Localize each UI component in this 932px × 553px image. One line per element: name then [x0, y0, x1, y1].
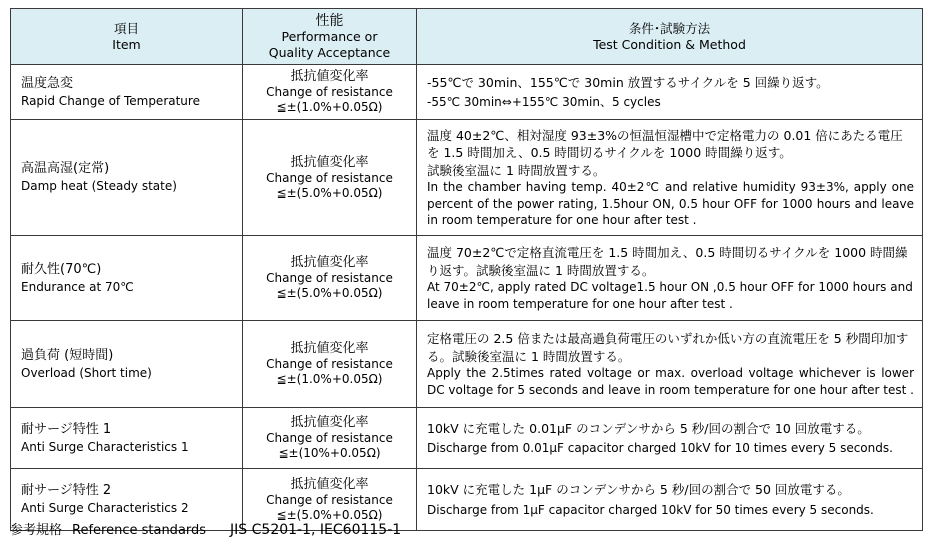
performance-jp: 抵抗値変化率: [290, 154, 369, 170]
table-row: [11, 321, 923, 408]
header-item: [11, 9, 243, 65]
header-row: [11, 9, 923, 65]
table-row: [11, 65, 923, 120]
header-perf-jp: 性能: [315, 12, 344, 29]
performance-value: ≦±(5.0%+0.05Ω): [276, 286, 383, 300]
test-item-en: Anti Surge Characteristics 2: [21, 501, 189, 515]
test-item-en: Anti Surge Characteristics 1: [21, 439, 189, 454]
method-en: In the chamber having temp. 40±2℃ and relative humidity 93±3%, apply one percent of the power rating, 1.5hour ON, 0.5 hour OFF for 1000 hours and leave in room temperature for one hour after test .: [427, 180, 914, 227]
table-row: [11, 408, 923, 469]
reference-standards: [10, 520, 401, 541]
test-item-jp: 温度急変: [21, 75, 74, 91]
reference-standards-value: JIS C5201-1, IEC60115-1: [230, 522, 402, 538]
test-item-cell: [11, 321, 243, 408]
test-item-jp: 過負荷 (短時間): [21, 347, 114, 363]
test-item-en: Rapid Change of Temperature: [21, 93, 200, 108]
header-performance: [243, 9, 417, 65]
method-jp: 10kV に充電した 1μF のコンデンサから 5 秒/回の割合で 50 回放電する。: [427, 482, 850, 497]
test-item-cell: [11, 65, 243, 120]
performance-jp: 抵抗値変化率: [290, 255, 369, 270]
test-item-cell: [11, 120, 243, 236]
test-item-cell: [11, 236, 243, 321]
performance-en: Change of resistance: [266, 170, 393, 185]
header-method-jp: 条件･試験方法: [628, 20, 711, 36]
method-cell: [417, 65, 923, 120]
method-jp-2: 試験後室温に 1 時間放置する。: [427, 162, 606, 178]
header-method-en: Test Condition & Method: [593, 36, 746, 52]
method-jp: 定格電圧の 2.5 倍または最高過負荷電圧のいずれか低い方の直流電圧を 5 秒間印加する。試験後室温に 1 時間放置する。: [427, 331, 909, 364]
test-item-en: Endurance at 70℃: [21, 279, 134, 294]
header-perf-en2: Quality Acceptance: [268, 44, 391, 60]
performance-cell: [243, 236, 417, 321]
method-en: -55℃ 30min⇔+155℃ 30min、5 cycles: [427, 95, 661, 109]
performance-jp: 抵抗値変化率: [290, 476, 369, 492]
reference-label-jp: 参考規格: [10, 523, 63, 538]
reference-label-en: Reference standards: [72, 523, 207, 538]
test-item-jp: 耐サージ特性 1: [21, 421, 112, 437]
performance-en: Change of resistance: [266, 357, 393, 371]
performance-value: ≦±(5.0%+0.05Ω): [276, 185, 383, 200]
header-item-jp: 項目: [113, 20, 139, 36]
method-jp: -55℃で 30min、155℃で 30min 放置するサイクルを 5 回繰り返す。: [427, 74, 829, 90]
method-en: Discharge from 1μF capacitor charged 10kV for 50 times every 5 seconds.: [427, 502, 874, 517]
test-item-jp: 耐サージ特性 2: [21, 483, 112, 498]
header-perf-en1: Performance or: [281, 28, 378, 44]
method-cell: [417, 469, 923, 531]
performance-en: Change of resistance: [266, 85, 393, 99]
method-cell: [417, 321, 923, 408]
performance-value: ≦±(1.0%+0.05Ω): [276, 372, 383, 386]
performance-en: Change of resistance: [266, 492, 393, 507]
performance-cell: [243, 408, 417, 469]
header-method: [417, 9, 923, 65]
performance-en: Change of resistance: [266, 431, 393, 445]
header-item-en: Item: [112, 36, 141, 52]
method-en: Apply the 2.5times rated voltage or max. overload voltage whichever is lower DC voltage for 5 seconds and leave in room temperature for one hour after test .: [427, 366, 914, 397]
method-en: Discharge from 0.01μF capacitor charged 10kV for 10 times every 5 seconds.: [427, 441, 893, 455]
performance-cell: [243, 321, 417, 408]
method-jp: 10kV に充電した 0.01μF のコンデンサから 5 秒/回の割合で 10 回放電する。: [427, 420, 870, 436]
performance-jp: 抵抗値変化率: [290, 69, 369, 84]
test-item-en: Damp heat (Steady state): [21, 179, 177, 193]
method-en: At 70±2℃, apply rated DC voltage1.5 hour ON ,0.5 hour OFF for 1000 hours and leave in room temperature for one hour after test .: [427, 280, 913, 311]
performance-value: ≦±(10%+0.05Ω): [278, 446, 381, 460]
performance-value: ≦±(1.0%+0.05Ω): [276, 100, 383, 114]
test-item-cell: [11, 408, 243, 469]
test-item-en: Overload (Short time): [21, 365, 152, 380]
test-item-jp: 耐久性(70℃): [21, 261, 102, 277]
method-cell: [417, 120, 923, 236]
method-jp: 温度 40±2℃、相対湿度 93±3%の恒温恒湿槽中で定格電力の 0.01 倍にあたる電圧を 1.5 時間加え、0.5 時間切るサイクルを 1000 時間繰り返す。: [427, 127, 903, 160]
table-row: [11, 236, 923, 321]
performance-en: Change of resistance: [266, 271, 393, 285]
test-spec-table: [10, 8, 923, 531]
method-cell: [417, 236, 923, 321]
method-cell: [417, 408, 923, 469]
performance-jp: 抵抗値変化率: [290, 415, 369, 430]
method-jp: 温度 70±2℃で定格直流電圧を 1.5 時間加え、0.5 時間切るサイクルを 1000 時間繰り返す。試験後室温に 1 時間放置する。: [427, 245, 908, 278]
performance-cell: [243, 65, 417, 120]
performance-jp: 抵抗値変化率: [290, 341, 369, 356]
table-row: [11, 120, 923, 236]
performance-cell: [243, 120, 417, 236]
test-item-jp: 高温高湿(定常): [21, 161, 110, 176]
performance-value: ≦±(5.0%+0.05Ω): [276, 507, 383, 522]
